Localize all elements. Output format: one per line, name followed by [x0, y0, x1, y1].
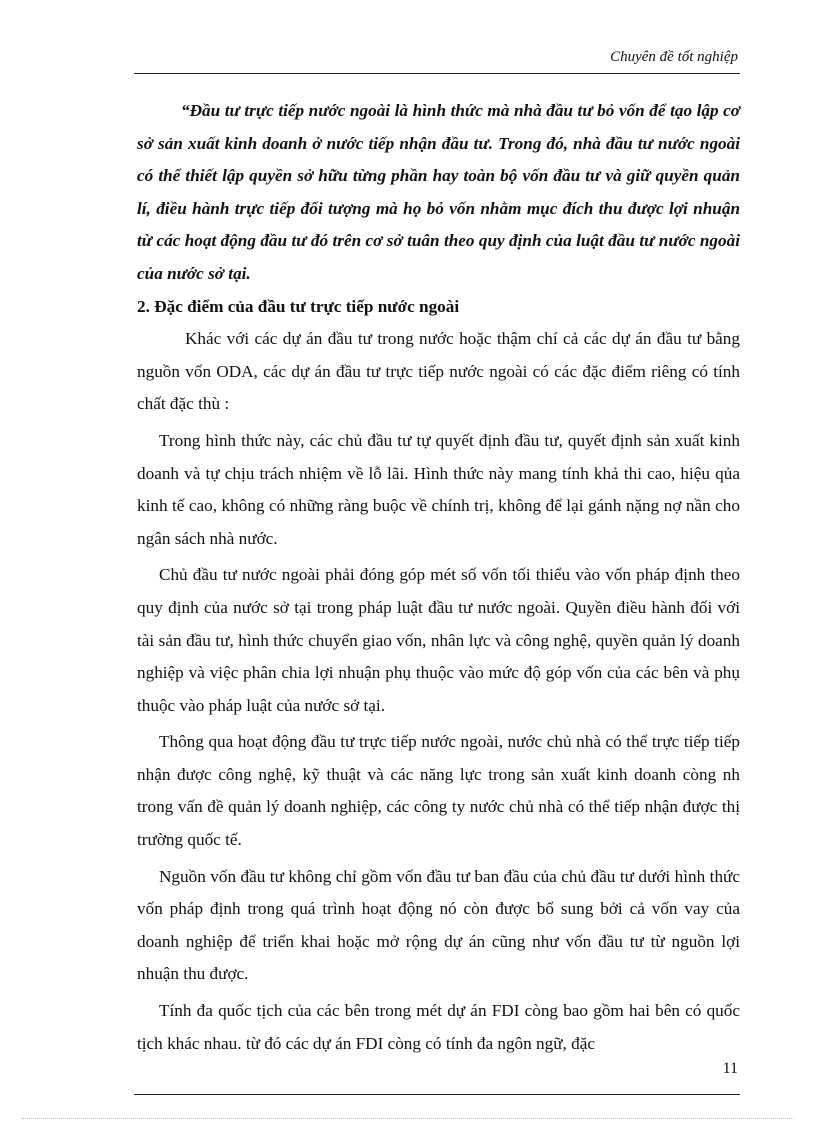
definition-quote: “Đầu tư trực tiếp nước ngoài là hình thức mà nhà đầu tư bỏ vốn để tạo lập cơ sở sản xuất kinh doanh ở nước tiếp nhận đầu tư. Trong đó, nhà đầu tư nước ngoài có thể thiết lập quyền sở hữu từng phần hay toàn bộ vốn đầu tư và giữ quyền quản lí, điều hành trực tiếp đối tượng mà họ bỏ vốn nhằm mục đích thu được lợi nhuận từ các hoạt động đầu tư đó trên cơ sở tuân theo quy định của luật đầu tư nước ngoài của nước sở tại. [137, 101, 740, 283]
page-number: 11 [722, 1060, 738, 1077]
paragraph-autonomy: Trong hình thức này, các chủ đầu tư tự quyết định đầu tư, quyết định sản xuất kinh doanh và tự chịu trách nhiệm về lỗ lãi. Hình thức này mang tính khả thi cao, hiệu qủa kinh tế cao, không có những ràng buộc về chính trị, không để lại gánh nặng nợ nần cho ngân sách nhà nước. [137, 430, 740, 548]
footer-divider [134, 1094, 740, 1095]
paragraph-intro: Khác với các dự án đầu tư trong nước hoặc thậm chí cả các dự án đầu tư bằng nguồn vốn ODA, các dự án đầu tư trực tiếp nước ngoài có các đặc điểm riêng có tính chất đặc thù : [137, 329, 740, 414]
page-boundary [22, 1118, 794, 1119]
section-heading: 2. Đặc điểm của đầu tư trực tiếp nước ngoài [137, 296, 460, 316]
page-body [137, 95, 740, 1060]
header-divider [134, 73, 740, 74]
paragraph-funding: Nguồn vốn đầu tư không chỉ gồm vốn đầu tư ban đầu của chủ đầu tư dưới hình thức vốn pháp định trong quá trình hoạt động nó còn được bổ sung bởi cả vốn vay của doanh nghiệp để triển khai hoặc mở rộng dự án cũng như vốn đầu tư từ nguồn lợi nhuận thu được. [137, 866, 740, 984]
paragraph-technology: Thông qua hoạt động đầu tư trực tiếp nước ngoài, nước chủ nhà có thể trực tiếp tiếp nhận được công nghệ, kỹ thuật và các năng lực trong sản xuất kinh doanh còng nh trong vấn đề quản lý doanh nghiệp, các công ty nước chủ nhà có thể tiếp nhận được thị trường quốc tế. [137, 732, 740, 850]
paragraph-nationality: Tính đa quốc tịch của các bên trong mét dự án FDI còng bao gồm hai bên có quốc tịch khác nhau. từ đó các dự án FDI còng có tính đa ngôn ngữ, đặc [137, 1001, 740, 1053]
page-header: Chuyên đề tốt nghiệp [610, 49, 738, 65]
paragraph-capital: Chủ đầu tư nước ngoài phải đóng góp mét số vốn tối thiểu vào vốn pháp định theo quy định của nước sở tại trong pháp luật đầu tư nước ngoài. Quyền điều hành đối với tài sản đầu tư, hình thức chuyển giao vốn, nhân lực và công nghệ, quyền quản lý doanh nghiệp và việc phân chia lợi nhuận phụ thuộc vào mức độ góp vốn của các bên và phụ thuộc vào pháp luật của nước sở tại. [137, 565, 740, 715]
